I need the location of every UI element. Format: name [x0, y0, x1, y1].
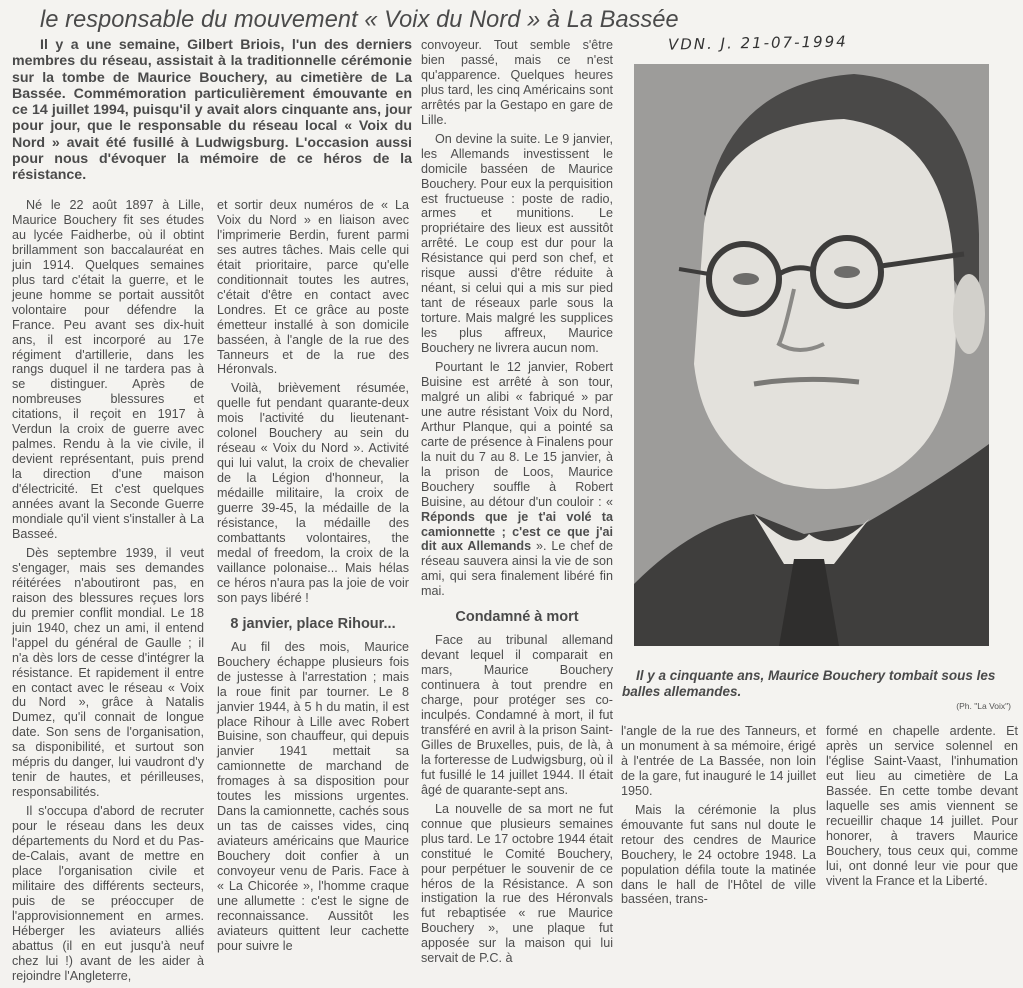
paragraph: Il s'occupa d'abord de recruter pour le réseau dans les deux départements du Nord et du Pas-de-Calais, avant de mettre en place l'organisation civile et militaire des différents secteurs, puis de se préoccuper de l'approvisionnement en armes. Héberger les aviateurs alliés abattus (il en eut jusqu'à neuf chez lui !) avant de les aider à rejoindre l'Angleterre, — [12, 804, 204, 983]
subheading-place-rihour: 8 janvier, place Rihour... — [230, 615, 396, 632]
column-2 — [217, 198, 409, 958]
paragraph-quote — [421, 360, 613, 599]
paragraph: Face au tribunal allemand devant lequel il comparait en mars, Maurice Bouchery continuera à tout prendre en charge, pour protéger ses co-inculpés. Condamné à mort, il fut transféré en avril à la prison Saint-Gilles de Bruxelles, puis, de là, à la forteresse de Ludwigsburg, où il fut fusillé le 14 juillet 1944. Il était âgé de quarante-sept ans. — [421, 633, 613, 797]
handwritten-note: VDN. J. 21-07-1994 — [667, 32, 848, 54]
eye-right — [834, 266, 860, 278]
quote-bold: Réponds que je t'ai volé ta camionnette ; c'est ce que j'ai dit aux Allemands — [421, 509, 613, 554]
paragraph: formé en chapelle ardente. Et après un service solennel en l'église Saint-Vaast, l'inhumation eut lieu au cimetière de La Bassée. En cette tombe devant laquelle ses amis viennent se recueillir chaque 14 juillet. Pour honorer, à travers Maurice Bouchery, tous ceux qui, comme lui, ont donné leur vie pour que vivent la France et la Liberté. — [826, 724, 1018, 888]
paragraph: l'angle de la rue des Tanneurs, et un monument à sa mémoire, érigé à l'entrée de La Bassée, non loin de la gare, fut inauguré le 14 juillet 1950. — [621, 724, 816, 798]
photo-caption: Il y a cinquante ans, Maurice Bouchery tombait sous les balles allemandes. — [622, 668, 996, 699]
column-3 — [421, 38, 613, 970]
ear-shape — [953, 274, 985, 354]
column-5 — [826, 724, 1018, 892]
face-shape — [694, 119, 956, 489]
paragraph: La nouvelle de sa mort ne fut connue que plusieurs semaines plus tard. Le 17 octobre 1944 était constitué le Comité Bouchery, pour perpétuer le souvenir de ce héros de la Résistance. A son instigation la rue des Héronvals fut rebaptisée « rue Maurice Bouchery », une plaque fut apposée sur la maison qui lui servait de P.C. à — [421, 801, 613, 966]
paragraph: Au fil des mois, Maurice Bouchery échappe plusieurs fois de justesse à l'arrestation ; mais la roue finit par tourner. Le 8 janvier 1944, à 5 h du matin, il est place Rihour à Lille avec Robert Buisine, son chauffeur, qui depuis janvier 1941 mettait sa camionnette de marchand de fromages à sa disposition pour toutes les missions urgentes. Dans la camionnette, cachés sous un tas de caisses vides, cinq aviateurs américains que Maurice Bouchery doit confier à un convoyeur venu de Paris. Face à « La Chicorée », l'homme craque une allumette : c'est le signe de reconnaissance. Aussitôt les aviateurs quittent leur cachette pour suivre le — [217, 639, 409, 953]
photo-credit: (Ph. "La Voix") — [956, 701, 1011, 711]
paragraph: Mais la cérémonie la plus émouvante fut sans nul doute le retour des cendres de Maurice Bouchery, le 24 octobre 1948. La population défila toute la matinée dans le hall de l'Hôtel de ville basséen, trans- — [621, 802, 816, 907]
article-headline: le responsable du mouvement « Voix du Nord » à La Bassée — [40, 6, 679, 33]
portrait-illustration — [634, 64, 989, 646]
paragraph: Dès septembre 1939, il veut s'engager, mais ses demandes réitérées n'aboutiront pas, en raison des blessures reçues lors du premier conflit mondial. Le 18 juin 1940, chez un ami, il entend l'appel du général de Gaulle ; il n'a dès lors de cesse d'intégrer la résistance. Et rapidement il entre en contact avec le réseau « Voix du Nord », grâce à Natalis Dumez, qu'il connait de longue date. Son sens de l'organisation, sa disponibilité, et surtout son mépris du danger, lui vaudront d'y tenir de hautes, et périlleuses, responsabilités. — [12, 545, 204, 800]
quote-outro: ». Le chef de réseau sauvera ainsi la vie de son ami, qui sera finalement libéré fin mai. — [421, 539, 613, 599]
paragraph: Né le 22 août 1897 à Lille, Maurice Bouchery fit ses études au lycée Faidherbe, où il obtint brillamment son baccalauréat en juin 1914. Quelques semaines plus tard c'était la guerre, et le jeune homme se portait aussitôt volontaire pour défendre la France. Peu avant ses dix-huit ans, il est incorporé au 17e régiment d'artillerie, dans les rangs duquel il ne tardera pas à se distinguer. Après de nombreuses blessures et citations, il reçoit en 1917 à Verdun la croix de guerre avec palmes. Rendu à la vie civile, il devient représentant, puis prend la direction d'une maison d'électricité. Et c'est quelques années avant la Seconde Guerre mondiale qu'il vient s'installer à La Basseé. — [12, 198, 204, 541]
paragraph: convoyeur. Tout semble s'être bien passé, mais ce n'est qu'apparence. Quelques heures plus tard, les cinq Américains sont arrêtés par la Gestapo en gare de Lille. — [421, 38, 613, 127]
column-1 — [12, 198, 204, 988]
portrait-photo — [634, 64, 989, 646]
article-lede: Il y a une semaine, Gilbert Briois, l'un des derniers membres du réseau, assistait à la traditionnelle cérémonie sur la tombe de Maurice Bouchery, au cimetière de La Bassée. Commémoration particulièrement émouvante en ce 14 juillet 1994, puisqu'il y avait alors cinquante ans, jour pour jour, que le responsable du réseau local « Voix du Nord » avait été fusillé à Ludwigsburg. L'occasion aussi pour nous d'évoquer la mémoire de ce héros de la résistance. — [12, 37, 412, 184]
subheading-condamne: Condamné à mort — [455, 609, 579, 626]
column-4 — [621, 724, 816, 911]
paragraph: Voilà, brièvement résumée, quelle fut pendant quarante-deux mois l'activité du lieutenant-colonel Bouchery au sein du réseau « Voix du Nord ». Activité qui lui valut, la croix de chevalier de la Légion d'honneur, la médaille militaire, la croix de guerre 39-45, la médaille de la résistance, la médaille des combattants volontaires, the medal of freedom, la croix de la vaillance polonaise... Mais hélas ce héros n'aura pas la joie de voir son pays libéré ! — [217, 381, 409, 605]
paragraph: On devine la suite. Le 9 janvier, les Allemands investissent le domicile basséen de Maurice Bouchery. Pour eux la perquisition est fructueuse : poste de radio, armes et munitions. Le propriétaire des lieux est aussitôt arrêté. Le coup est dur pour la Résistance qui perd son chef, et risque aussi d'être réduite à néant, si celui qui a mis sur pied tant de réseaux parle sous la torture. Mais malgré les supplices les plus affreux, Maurice Bouchery ne livrera aucun nom. — [421, 131, 613, 356]
quote-intro: Pourtant le 12 janvier, Robert Buisine est arrêté à son tour, malgré un alibi « fabriqué » par une autre résistant Voix du Nord, Arthur Planque, qui a pointé sa carte de présence à Finalens pour la nuit du 7 au 8. Le 15 janvier, à la prison de Loos, Maurice Bouchery souffle à Robert Buisine, au détour d'un couloir : « — [421, 360, 613, 509]
paragraph: et sortir deux numéros de « La Voix du Nord » en liaison avec l'imprimerie Berdin, furent parmi ses autres tâches. Mais celle qui était prioritaire, parce qu'elle conditionnait toutes les autres, c'était d'être en contact avec Londres. Et ce grâce au poste émetteur installé à son domicile basséen, à l'angle de la rue des Tanneurs et de la rue des Héronvals. — [217, 198, 409, 377]
eye-left — [733, 273, 759, 285]
